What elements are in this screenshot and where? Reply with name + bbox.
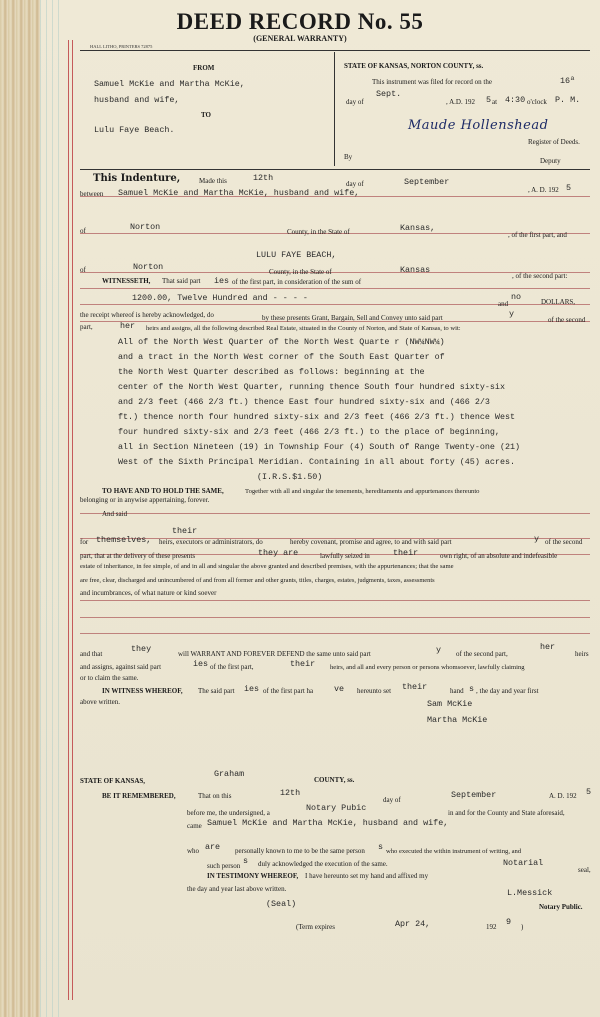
executed-text: who executed the within instrument of writing, and — [386, 848, 522, 855]
grantors-line-1: Samuel McKie and Martha McKie, — [94, 79, 245, 89]
ledger-binding-strip — [0, 0, 40, 1017]
are: are — [205, 842, 221, 852]
at-label: at — [492, 98, 498, 106]
oclock-label: o'clock — [527, 98, 547, 106]
filed-pm: P. M. — [555, 95, 581, 105]
delivery-text: part, that at the delivery of these presents — [80, 552, 196, 560]
duly-text: duly acknowledged the execution of the same. — [258, 860, 388, 868]
parties: Samuel McKie and Martha McKie, husband and wife, — [118, 188, 360, 198]
of-label: of — [80, 227, 86, 235]
legal-line: four hundred sixty-six and 2/3 feet (466 2/3 ft.) to the place of beginning, — [118, 427, 500, 437]
ack-persons: Samuel McKie and Martha McKie, husband and wife, — [207, 818, 449, 828]
estate-text: estate of inheritance, in fee simple, of and in all and singular the above granted and described premises, with the appurtenances; that the same — [80, 563, 454, 570]
part-label: part, — [80, 323, 93, 331]
legal-line: center of the North West Quarter, running thence South four hundred sixty-six — [118, 382, 505, 392]
for-label: for — [80, 538, 89, 546]
her-2: her — [540, 642, 556, 652]
heirs-assigns-text: heirs and assigns, all the following described Real Estate, situated in the County of Norton, and State of Kansas, to wit: — [146, 325, 461, 332]
they: they — [131, 644, 152, 654]
filing-grantee: Lulu Faye Beach. — [94, 125, 175, 135]
of-second-label: of the second — [548, 316, 586, 324]
that-said-label: That said part — [162, 277, 201, 285]
second-part-label: , of the second part: — [512, 272, 568, 280]
incumbrances-text: and incumbrances, of what nature or kind soever — [80, 589, 217, 597]
day-year-label: , the day and year first — [476, 687, 539, 695]
filed-time: 4:30 — [505, 95, 526, 105]
who-label: who — [187, 847, 200, 855]
came-label: came — [187, 822, 202, 830]
y-3: y — [436, 645, 442, 655]
filed-day: 16ª — [560, 76, 576, 86]
they-are: they are — [258, 548, 299, 558]
officer-title: Notary Pubic — [306, 803, 367, 813]
day-of-label: day of — [346, 98, 364, 106]
cents: no — [511, 292, 522, 302]
made-day: 12th — [253, 173, 274, 183]
of-first-2: of the first part ha — [263, 687, 314, 695]
heirs-label: heirs — [575, 650, 589, 658]
claim-text: or to claim the same. — [80, 674, 139, 682]
by-label: By — [344, 153, 353, 161]
ack-year: 5 — [586, 787, 592, 797]
testimony-text: I have hereunto set my hand and affixed my — [305, 872, 429, 880]
ack-day: 12th — [280, 788, 301, 798]
deputy-label: Deputy — [540, 157, 561, 165]
grantors-line-2: husband and wife, — [94, 95, 180, 105]
hereunto-label: hereunto set — [357, 687, 392, 695]
term-digit: 9 — [506, 917, 512, 927]
s-2: s — [243, 856, 249, 866]
margin-rule — [68, 40, 69, 1000]
and-said-label: And said — [102, 510, 128, 518]
free-text: are free, clear, discharged and unincumbered of and from all former and other grants, titles, charges, estates, judgments, taxes, assessments — [80, 577, 435, 584]
grantee-name: LULU FAYE BEACH, — [256, 250, 337, 260]
to-label: TO — [201, 111, 211, 119]
above-written: above written. — [80, 698, 121, 706]
county-2: Norton — [133, 262, 164, 272]
legal-line: (I.R.S.$1.50) — [257, 472, 323, 482]
hand-label: hand — [450, 687, 464, 695]
day-of-label: day of — [383, 796, 401, 804]
of-second-label: of the second — [545, 538, 583, 546]
habendum-head: TO HAVE AND TO HOLD THE SAME, — [102, 487, 224, 495]
habendum-text: Together with all and singular the tenements, hereditaments and appurtenances thereunto — [245, 488, 480, 495]
day-of-label: day of — [346, 180, 364, 188]
made-month: September — [404, 177, 450, 187]
ve: ve — [334, 684, 345, 694]
y-2: y — [534, 534, 540, 544]
county-state-label: County, in the State of — [269, 268, 332, 276]
warrant-text: will WARRANT AND FOREVER DEFEND the same unto said part — [178, 650, 371, 658]
filing-state: STATE OF KANSAS, NORTON COUNTY, ss. — [344, 62, 484, 70]
ad-label: A. D. 192 — [549, 792, 577, 800]
assigns-against-text: and assigns, against said part — [80, 663, 162, 671]
y-1: y — [509, 309, 515, 319]
page-title: DEED RECORD No. 55 — [176, 9, 424, 34]
remembered-head: BE IT REMEMBERED, — [102, 792, 176, 800]
made-this-label: Made this — [199, 177, 227, 185]
term-close: ) — [521, 923, 524, 931]
receipt-text: the receipt whereof is hereby acknowledged, do — [80, 311, 214, 319]
consideration-label: of the first part, in consideration of the sum of — [232, 278, 362, 286]
witness-head: IN WITNESS WHEREOF, — [102, 687, 183, 695]
seized-text: lawfully seized in — [320, 552, 370, 560]
term-year: 192 — [486, 923, 497, 931]
s-plural: s — [469, 684, 475, 694]
county-aforesaid-text: in and for the County and State aforesaid, — [448, 809, 565, 817]
ad-label: , A.D. 192 — [446, 98, 475, 106]
grant-text: by these presents Grant, Bargain, Sell and Convey unto said part — [262, 314, 443, 322]
ies-2: ies — [193, 659, 209, 669]
themselves: themselves, — [96, 535, 152, 545]
legal-line: and 2/3 feet (466 2/3 ft.) thence East four hundred sixty-six and (466 2/3 — [118, 397, 490, 407]
term-date: Apr 24, — [395, 919, 431, 929]
legal-line: all in Section Nineteen (19) in Township Four (4) South of Range Twenty-one (21) — [118, 442, 521, 452]
signature-martha: Martha McKie — [427, 715, 488, 725]
and-label: and — [498, 300, 509, 308]
known-text: personally known to me to be the same person — [235, 847, 365, 855]
ack-month: September — [451, 790, 497, 800]
state-1: Kansas, — [400, 223, 436, 233]
ies-1: ies — [214, 276, 230, 286]
filed-text: This instrument was filed for record on the — [372, 78, 492, 86]
on-this-label: That on this — [198, 792, 232, 800]
seal-label: seal, — [578, 866, 591, 874]
ack-state: STATE OF KANSAS, — [80, 777, 146, 785]
notary-label: Notary Public. — [539, 903, 583, 911]
term-label: (Term expires — [296, 923, 335, 931]
from-label: FROM — [193, 64, 215, 72]
before-me-text: before me, the undersigned, a — [187, 809, 270, 817]
county-1: Norton — [130, 222, 161, 232]
printer-mark: HALL LITHO, PRINTERS 72875 — [90, 44, 153, 49]
of-label: of — [80, 266, 86, 274]
county-state-label: County, in the State of — [287, 228, 350, 236]
their-2: their — [290, 659, 316, 669]
their-3: their — [402, 682, 428, 692]
signature-sam: Sam McKie — [427, 699, 473, 709]
day-year-text: the day and year last above written. — [187, 885, 287, 893]
register-signature: Maude Hollenshead — [408, 118, 549, 133]
heirs-all-text: heirs, and all and every person or persons whomsoever, lawfully claiming — [330, 664, 525, 671]
such-person-text: such person — [207, 862, 241, 870]
habendum-text-2: belonging or in anywise appertaining, forever. — [80, 496, 210, 504]
ledger-margin-lines — [40, 0, 60, 1017]
dollars-label: DOLLARS, — [541, 298, 576, 306]
own-right-text: own right, of an absolute and indefeasible — [440, 552, 558, 560]
covenant-text-2: hereby covenant, promise and agree, to and with said part — [290, 538, 452, 546]
seal-mark: (Seal) — [266, 899, 297, 909]
their-above: their — [172, 526, 198, 536]
state-2: Kansas — [400, 265, 431, 275]
legal-line: and a tract in the North West corner of the South East Quarter of — [118, 352, 445, 362]
first-part-label: , of the first part, and — [508, 231, 567, 239]
and-that-label: and that — [80, 650, 103, 658]
filed-month: Sept. — [376, 89, 402, 99]
of-first-label: of the first part, — [210, 663, 254, 671]
legal-line: All of the North West Quarter of the North West Quarte r (NW¼NW¼) — [118, 337, 445, 347]
page-subtitle: (GENERAL WARRANTY) — [253, 34, 347, 43]
between-label: between — [80, 190, 104, 198]
legal-line: the North West Quarter described as follows: beginning at the — [118, 367, 425, 377]
this-indenture: This Indenture, — [93, 173, 181, 184]
covenant-text: heirs, executors or administrators, do — [159, 538, 263, 546]
ad-label: , A. D. 192 — [528, 186, 559, 194]
her-1: her — [120, 321, 136, 331]
ies-3: ies — [244, 684, 260, 694]
margin-rule — [72, 40, 73, 1000]
filing-divider — [334, 52, 335, 166]
of-second-label: of the second part, — [456, 650, 508, 658]
county-ss: COUNTY, ss. — [314, 776, 355, 784]
s-1: s — [378, 842, 384, 852]
ack-county: Graham — [214, 769, 245, 779]
notary-signature: L.Messick — [507, 888, 553, 898]
sum: 1200.00, Twelve Hundred and - - - - — [132, 293, 308, 303]
testimony-head: IN TESTIMONY WHEREOF, — [207, 872, 299, 880]
filing-box — [80, 50, 590, 170]
witnesseth: WITNESSETH, — [102, 277, 151, 285]
made-year: 5 — [566, 183, 572, 193]
notarial: Notarial — [503, 858, 544, 868]
legal-line: West of the Sixth Principal Meridian. Containing in all about forty (45) acres. — [118, 457, 516, 467]
their-1: their — [393, 548, 419, 558]
filed-year: 5 — [486, 95, 492, 105]
legal-line: ft.) thence north four hundred sixty-six and 2/3 feet (466 2/3 ft.) thence West — [118, 412, 516, 422]
register-label: Register of Deeds. — [528, 138, 580, 146]
witness-text: The said part — [198, 687, 235, 695]
